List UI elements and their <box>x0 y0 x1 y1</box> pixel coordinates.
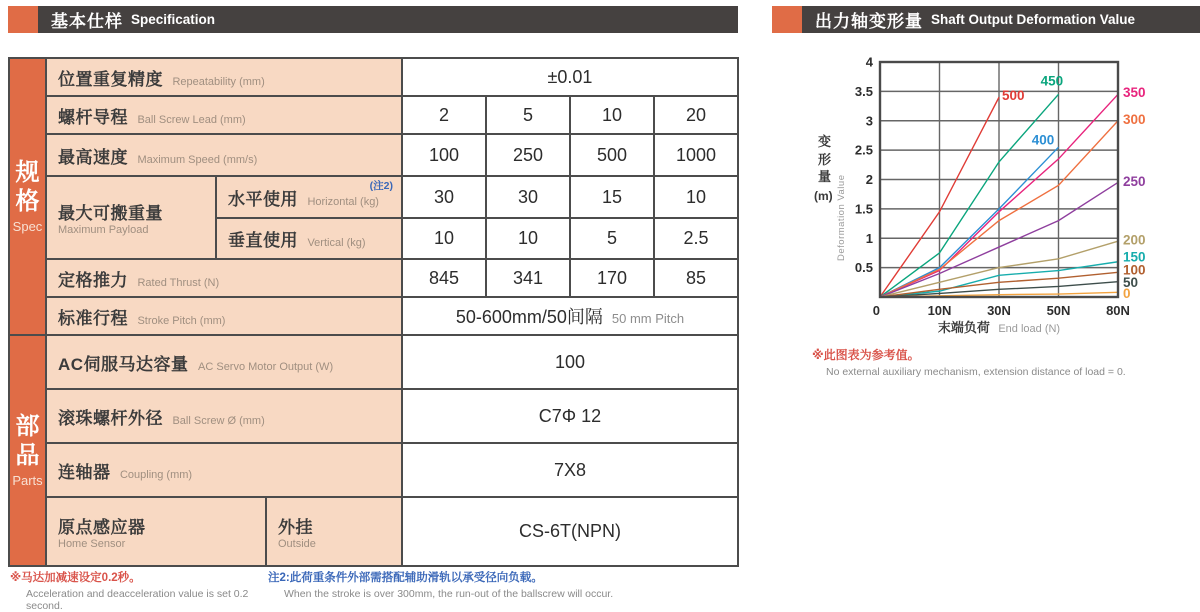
svg-text:1: 1 <box>865 230 873 246</box>
coupling-en: Coupling (mm) <box>119 468 193 481</box>
footnote-motor <box>10 569 260 612</box>
stroke-value-zh: 50-600mm/50间隔 <box>455 307 603 327</box>
svg-text:4: 4 <box>865 54 873 70</box>
od-zh: 滚珠螺杆外径 <box>58 408 163 428</box>
svg-text:0: 0 <box>872 303 880 318</box>
od-value: C7Φ 12 <box>402 389 738 443</box>
svg-text:80N: 80N <box>1106 303 1130 318</box>
stroke-zh: 标准行程 <box>58 308 128 328</box>
x-axis-label-zh: 末端负荷 <box>937 320 990 335</box>
note2-superscript: (注2) <box>369 180 393 192</box>
svg-text:300: 300 <box>1123 112 1146 128</box>
thrust-value-3: 170 <box>570 259 654 297</box>
payload-en: Maximum Payload <box>58 224 149 236</box>
stroke-value <box>402 297 738 335</box>
svg-text:0.5: 0.5 <box>854 260 873 276</box>
thrust-zh: 定格推力 <box>58 270 128 290</box>
row-outside-label <box>266 497 402 566</box>
outside-en: Outside <box>278 538 316 550</box>
speed-value-1: 100 <box>402 134 486 176</box>
svg-text:3: 3 <box>865 113 873 129</box>
svg-text:0: 0 <box>1123 285 1131 301</box>
y-axis-label-en: Deformation Value <box>835 174 847 261</box>
svg-text:250: 250 <box>1123 173 1146 189</box>
sidebar-spec-zh: 规格 <box>15 159 40 215</box>
repeatability-en: Repeatability (mm) <box>172 75 265 88</box>
home-sensor-value: CS-6T(NPN) <box>402 497 738 566</box>
outside-zh: 外挂 <box>278 518 313 537</box>
lead-value-2: 5 <box>486 96 570 134</box>
row-servo-label <box>46 335 402 389</box>
x-axis-label-en: End load (N) <box>998 323 1061 335</box>
svg-text:450: 450 <box>1040 73 1064 89</box>
repeatability-value: ±0.01 <box>402 58 738 96</box>
sidebar-parts <box>9 335 46 566</box>
deformation-chart-svg <box>840 50 1200 320</box>
horizontal-value-3: 15 <box>570 176 654 218</box>
deformation-header-bar <box>772 6 1200 33</box>
svg-text:200: 200 <box>1123 232 1146 248</box>
stroke-en: Stroke Pitch (mm) <box>137 314 226 327</box>
deformation-title-en: Shaft Output Deformation Value <box>931 12 1136 27</box>
vertical-value-1: 10 <box>402 218 486 259</box>
vertical-value-3: 5 <box>570 218 654 259</box>
svg-text:1.5: 1.5 <box>854 201 873 217</box>
svg-text:500: 500 <box>1001 88 1025 104</box>
repeatability-zh: 位置重复精度 <box>58 69 163 89</box>
specification-title-zh: 基本仕样 <box>51 12 123 31</box>
svg-text:10N: 10N <box>927 303 952 318</box>
row-thrust-label <box>46 259 402 297</box>
specification-title-en: Specification <box>131 12 216 27</box>
y-axis-unit: (m) <box>814 188 833 203</box>
row-lead-label <box>46 96 402 134</box>
payload-zh: 最大可搬重量 <box>58 204 163 223</box>
y-axis-label-zh: 变形量 <box>818 134 832 185</box>
x-axis-label <box>880 317 1118 337</box>
chart-note-en: No external auxiliary mechanism, extension distance of load = 0. <box>826 366 1126 378</box>
lead-en: Ball Screw Lead (mm) <box>137 113 246 126</box>
vertical-value-4: 2.5 <box>654 218 738 259</box>
row-od-label <box>46 389 402 443</box>
svg-text:50N: 50N <box>1046 303 1071 318</box>
row-speed-label <box>46 134 402 176</box>
footnote-note2-zh: 注2:此荷重条件外部需搭配辅助滑轨以承受径向负载。 <box>268 572 543 584</box>
sidebar-parts-zh: 部品 <box>15 413 40 469</box>
svg-text:50: 50 <box>1123 274 1139 290</box>
svg-text:100: 100 <box>1123 262 1146 278</box>
thrust-value-1: 845 <box>402 259 486 297</box>
svg-text:2: 2 <box>865 172 873 187</box>
row-vertical-label <box>216 218 402 259</box>
horizontal-value-2: 30 <box>486 176 570 218</box>
lead-zh: 螺杆导程 <box>58 107 128 127</box>
svg-text:150: 150 <box>1123 249 1146 265</box>
speed-value-3: 500 <box>570 134 654 176</box>
footnote-note2 <box>268 569 738 600</box>
vertical-zh: 垂直使用 <box>228 231 298 250</box>
home-sensor-zh: 原点感应器 <box>58 518 146 537</box>
coupling-value: 7X8 <box>402 443 738 497</box>
speed-value-4: 1000 <box>654 134 738 176</box>
thrust-value-4: 85 <box>654 259 738 297</box>
accent-square-icon <box>772 6 802 33</box>
y-axis-label <box>814 133 847 261</box>
specification-header-bar <box>8 6 738 33</box>
chart-note-zh: ※此图表为参考值。 <box>812 348 920 362</box>
deformation-chart <box>840 50 1200 320</box>
vertical-en: Vertical (kg) <box>307 237 366 249</box>
sidebar-spec-en: Spec <box>12 218 43 234</box>
row-coupling-label <box>46 443 402 497</box>
row-payload-label <box>46 176 216 259</box>
spec-table <box>8 57 739 567</box>
deformation-title-zh: 出力轴变形量 <box>815 12 923 31</box>
horizontal-zh: 水平使用 <box>228 189 298 209</box>
servo-value: 100 <box>402 335 738 389</box>
accent-square-icon <box>8 6 38 33</box>
servo-zh: AC伺服马达容量 <box>58 354 189 374</box>
thrust-value-2: 341 <box>486 259 570 297</box>
stroke-value-en: 50 mm Pitch <box>611 311 685 326</box>
lead-value-1: 2 <box>402 96 486 134</box>
sidebar-parts-en: Parts <box>12 472 43 488</box>
lead-value-3: 10 <box>570 96 654 134</box>
svg-text:350: 350 <box>1123 85 1146 101</box>
row-stroke-label <box>46 297 402 335</box>
home-sensor-en: Home Sensor <box>58 538 126 550</box>
od-en: Ball Screw Ø (mm) <box>172 414 265 427</box>
coupling-zh: 连轴器 <box>58 462 111 482</box>
chart-reference-note <box>812 346 1126 378</box>
servo-en: AC Servo Motor Output (W) <box>198 360 334 373</box>
speed-value-2: 250 <box>486 134 570 176</box>
speed-en: Maximum Speed (mm/s) <box>137 153 258 166</box>
horizontal-value-1: 30 <box>402 176 486 218</box>
lead-value-4: 20 <box>654 96 738 134</box>
svg-text:30N: 30N <box>987 303 1011 318</box>
svg-text:400: 400 <box>1031 132 1055 148</box>
horizontal-en: Horizontal (kg) <box>307 195 379 208</box>
footnote-motor-zh: ※马达加减速设定0.2秒。 <box>10 572 141 584</box>
thrust-en: Rated Thrust (N) <box>137 276 220 289</box>
footnote-motor-en: Acceleration and deacceleration value is set 0.2 second. <box>26 588 249 612</box>
sidebar-spec <box>9 58 46 335</box>
row-repeatability-label <box>46 58 402 96</box>
row-home-sensor-label <box>46 497 266 566</box>
speed-zh: 最高速度 <box>58 147 128 167</box>
vertical-value-2: 10 <box>486 218 570 259</box>
horizontal-value-4: 10 <box>654 176 738 218</box>
svg-text:2.5: 2.5 <box>854 142 873 158</box>
svg-text:3.5: 3.5 <box>854 83 873 99</box>
row-horizontal-label <box>216 176 402 218</box>
footnote-note2-en: When the stroke is over 300mm, the run-out of the ballscrew will occur. <box>284 588 614 600</box>
